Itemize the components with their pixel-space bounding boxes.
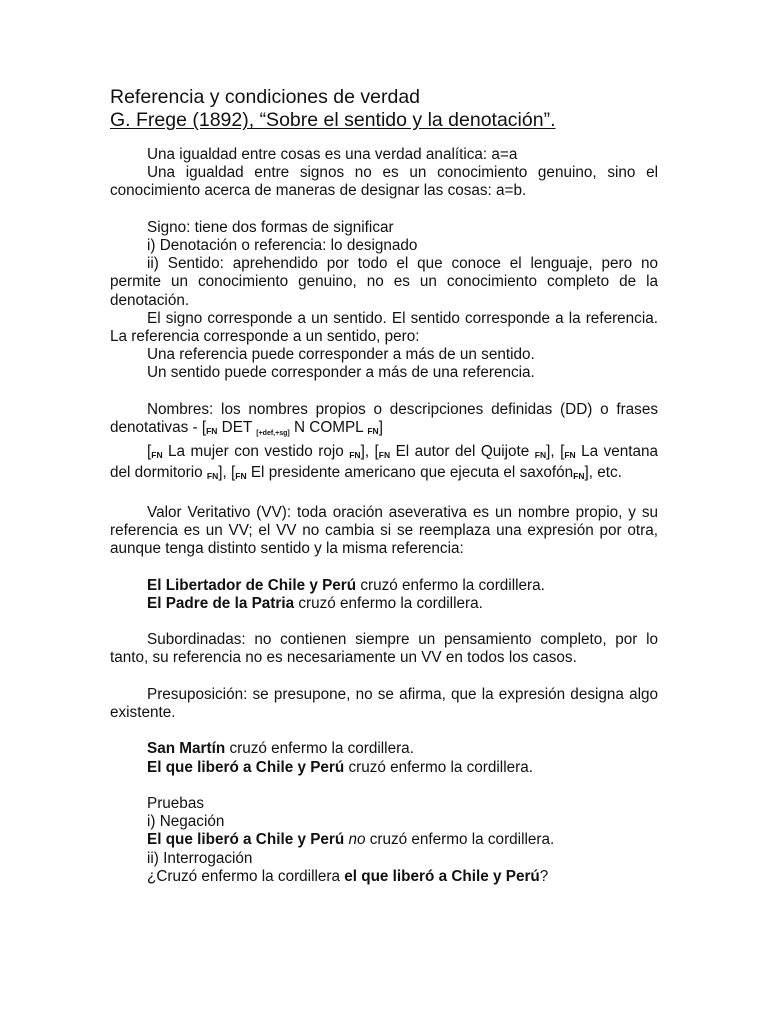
text: ], etc. bbox=[584, 464, 622, 482]
text: ? bbox=[539, 867, 549, 885]
paragraph: Una igualdad entre cosas es una verdad analítica: a=a bbox=[147, 146, 518, 163]
text: ] bbox=[378, 419, 383, 437]
bold-phrase: El que liberó a Chile y Perú bbox=[147, 758, 345, 776]
subscript: FN bbox=[564, 450, 576, 461]
example-sentence bbox=[110, 740, 658, 758]
text: ], [ bbox=[218, 464, 236, 482]
text: cruzó enfermo la cordillera. bbox=[294, 594, 483, 612]
example-sentence bbox=[110, 868, 658, 886]
subscript: [+def,+sg] bbox=[256, 430, 290, 438]
text: cruzó enfermo la cordillera. bbox=[356, 576, 545, 594]
subscript: FN bbox=[573, 471, 585, 482]
text: DET bbox=[217, 419, 257, 437]
subscript: FN bbox=[378, 450, 391, 461]
text: cruzó enfermo la cordillera. bbox=[344, 758, 533, 776]
bold-phrase: El Libertador de Chile y Perú bbox=[147, 576, 357, 594]
document-page bbox=[110, 86, 658, 886]
italic-word: no bbox=[348, 831, 366, 849]
text: ], [ bbox=[546, 443, 565, 461]
example-sentence bbox=[110, 577, 658, 595]
text: Nombres: los nombres propios o descripciones definidas (DD) o frases denotativas - [ bbox=[110, 400, 658, 437]
subscript: FN bbox=[367, 426, 379, 437]
text: El presidente americano que ejecuta el saxofón bbox=[246, 464, 574, 482]
heading-pruebas: Pruebas bbox=[147, 794, 204, 812]
document-subtitle: G. Frege (1892), “Sobre el sentido y la denotación”. bbox=[110, 109, 556, 131]
paragraph: Un sentido puede corresponder a más de una referencia. bbox=[147, 364, 535, 382]
subscript: FN bbox=[206, 426, 218, 437]
text: [ bbox=[147, 443, 152, 461]
paragraph: Valor Veritativo (VV): toda oración aseverativa es un nombre propio, y su referencia es un VV; el VV no cambia si se reemplaza una expresión por otra, aunque tenga distinto sentido y la misma referencia: bbox=[110, 503, 658, 558]
paragraph: Presuposición: se presupone, no se afirma, que la expresión designa algo existente. bbox=[110, 685, 658, 721]
paragraph: Una igualdad entre signos no es un conocimiento genuino, sino el conocimiento acerca de maneras de designar las cosas: a=b. bbox=[110, 164, 658, 200]
paragraph: i) Denotación o referencia: lo designado bbox=[147, 237, 418, 254]
example-sentence bbox=[110, 759, 658, 777]
text: N COMPL bbox=[289, 419, 368, 437]
bold-phrase: el que liberó a Chile y Perú bbox=[344, 867, 540, 885]
text: La ventana del dormitorio bbox=[110, 443, 659, 482]
paragraph: Una referencia puede corresponder a más de un sentido. bbox=[147, 346, 535, 364]
text: cruzó enfermo la cordillera. bbox=[365, 831, 555, 849]
text: La mujer con vestido rojo bbox=[162, 443, 350, 461]
paragraph: Subordinadas: no contienen siempre un pensamiento completo, por lo tanto, su referencia no es necesariamente un VV en todos los casos. bbox=[110, 631, 658, 667]
subscript: FN bbox=[349, 450, 361, 461]
text: ], [ bbox=[360, 443, 379, 461]
subscript: FN bbox=[151, 450, 163, 461]
text: ¿Cruzó enfermo la cordillera bbox=[147, 867, 345, 885]
list-item: ii) Interrogación bbox=[147, 849, 253, 867]
example-sentence bbox=[110, 595, 658, 613]
bold-phrase: El Padre de la Patria bbox=[147, 594, 295, 612]
text: El autor del Quijote bbox=[390, 443, 535, 461]
paragraph: ii) Sentido: aprehendido por todo el que conoce el lenguaje, pero no permite un conocimiento genuino, no es un conocimiento completo de la denotación. bbox=[110, 255, 658, 309]
example-sentence bbox=[110, 831, 658, 849]
document-title: Referencia y condiciones de verdad bbox=[110, 86, 421, 108]
subscript: FN bbox=[206, 471, 219, 482]
bold-phrase: San Martín bbox=[147, 740, 226, 758]
paragraph: El signo corresponde a un sentido. El sentido corresponde a la referencia. La referencia corresponde a un sentido, pero: bbox=[110, 309, 658, 346]
subscript: FN bbox=[534, 450, 547, 461]
bold-phrase: El que liberó a Chile y Perú bbox=[147, 831, 345, 849]
paragraph: Signo: tiene dos formas de significar bbox=[147, 218, 394, 236]
list-item: i) Negación bbox=[147, 813, 225, 831]
subscript: FN bbox=[235, 471, 247, 482]
paragraph-examples bbox=[110, 443, 658, 485]
text: cruzó enfermo la cordillera. bbox=[225, 740, 414, 758]
paragraph-nombres bbox=[110, 401, 658, 443]
